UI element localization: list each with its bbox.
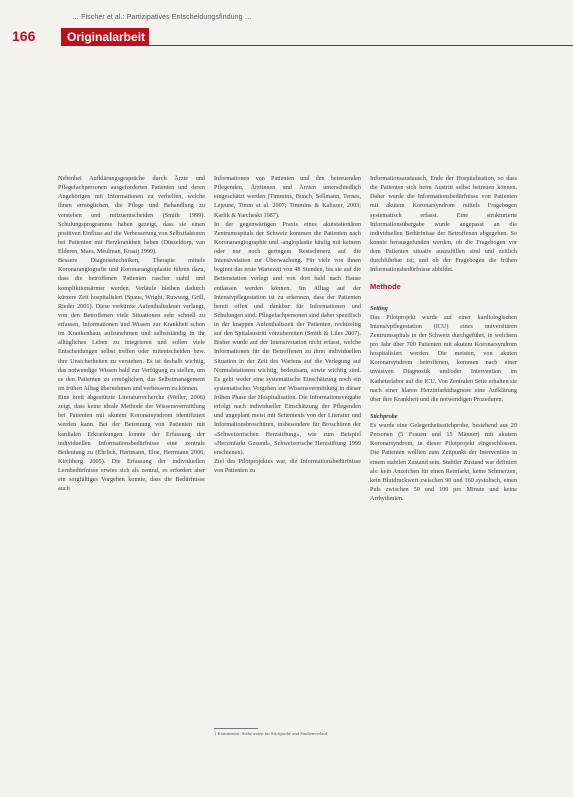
paragraph: Das Pilotprojekt wurde auf einer kardiologischen Intensivpflegestation (ICU) eines universitären Zentrumsspitals in der Schweiz durchgeführt, in welchem pro Jahr über 700 Patienten mit akutem Koronarsyndrom hospitalisiert werden. Die meisten, von akuten Koronarsyndrom betroffenen, kommen nach einer invasiven Diagnostik und/oder Intervention im Katheterlabor auf die ICU. Von Zentralen Seite erhalten sie nach einer klaren Herzinfarktdiagnose eine Aufklärung über ihre Krankheit und die notwendigen Prozeduren. (370, 313, 517, 403)
paragraph: Eine breit abgestützte Literaturrecherche (Weller, 2006) zeigt, dass keine ideale Methode der Wissensvermittlung bei Patienten mit akutem Koronarsyndrom identifiziert werden kann. Bei der Betreuung von Patienten mit kardialen Erkrankungen konnte der Erfassung der individuellen Informationsbedürfnisse eine zentrale Bedeutung zu (Ehrlich, Hartmann, Eloe, Herrmann 2006; Kirchberg 2005). Die Erfassung der individuellen Lernbedürfnisse erwies sich als zentral, es erfordert aber ein sorgfältiges Vorgehen konnte, dass die Bedürfnisse auch (58, 394, 205, 493)
paragraph: Nebenbei Aufklärungsgespräche durch Ärzte und Pflegefachpersonen ausgeforderten Patienten und deren Angehörigen mit Informationen zu verhelfen, welche ihnen ermöglichen, die Pflege und Behandlung zu verstehen und mitzuentscheiden (Smith 1999). Schulungsprogramme haben gezeigt, dass sie einen positiven Einfluss auf die Verbesserung von Selbstfaktoren bei Patienten mit Herzkrankheit haben (Düsseldorp, van Elderen, Maes, Meulman, Kraaij 1999). (58, 175, 205, 255)
subheading-stichprobe: Stichprobe (370, 412, 398, 420)
paragraph: Informationen von Patienten und den betreuenden Pflegenden, Ärztinnen und Ärzten unterschiedlich eingeschätzt werden (Timmins, Bunch, Sellmann, Ternes, Lejeune, Timm et al. 2007; Timmins & Kaliszer, 2003; Karlik & Yarcheski 1987). (214, 175, 361, 219)
text-column-1 (58, 174, 205, 786)
page-number: 166 (12, 28, 36, 44)
subheading-setting: Setting (370, 304, 388, 312)
paragraph: Es wurde eine Gelegenheitsstichprobe, bestehend aus 20 Personen (5 Frauen und 15 Männer) mit akutem Koronarsyndrom, in dieser Pilotprojekt eingeschlossen. Die Patienten wollten zum Zeitpunkt der Intervention in einem stabilen Zustand sein. Stabiler Zustand war definiert als: kein Anzeichen für einen Reinfarkt, keine Schmerzen, kein Blutdruckwert zwischen 90 und 160 systolisch, einen Puls zwischen 50 und 100 pro Minute und keine Arrhythmien. (370, 422, 517, 502)
section-heading-methode: Methode (370, 282, 401, 292)
paragraph: Bessere Diagnosetechniken, Therapie mittels Koronarangiografie und Koronarangioplastie führen dazu, dass die betroffenen Patienten rascher stabil und kompliktionsärmer werden. Verläufe bleiben dadurch kürzere Zeit hospitalisiert (Spaus, Wright, Ruwweg, Grill, Rieder 2001). Diese verkürzte Aufenthaltsdauer verlangt, von den Betroffenen viele Situationen sehr schnell zu erfassen, Informationen und Wissen zur Krankheit schon im Krankenhaus aufzunehmen und selbstständig in ihr alltägliches Leben zu integrieren und sollen viele Entscheidungen selbst treffen oder mitentscheiden bzw. ihre Unsicherheiten zu verstehen. Es ist deshalb wichtig, das notwendige Wissen bald zur Verfügung zu stellen, um es den Patienten zu ermöglichen, das Selbstmanagement im frühen Alltag übernehmen und verbessern zu können. (58, 257, 205, 392)
section-label: Originalarbeit (61, 28, 149, 46)
paragraph: Ziel des Pilotprojektes war, die Informationsbedürfnisse von Patienten zu (214, 457, 361, 474)
footnote: 1 Kommentar: Siehe unten für Stichprobe und Studienverlauf. (214, 731, 329, 736)
paragraph: Informationsaustausch, Ende der Hospitalisation, so dass die Patienten sich beim Austritt selbst betreuen können. Daher wurde die Informationsbedürfnisse von Patienten mit akutem Koronarsyndrom mittels Fragebogen systematisch erfasst. Eine strukturierte Informationsübergabe wurde angepasst an die individuellen Bedürfnisse der Betroffenen abgegeben. So konnte herausgefunden werden, ob die Fragebogen vor dem Patienten situativ auszufüllen sind und zeitlich durchführbar ist; und ob der Fragebogen die frühen Informationsbedürfnisse abbildet. (370, 175, 517, 274)
running-header: … Fischer et al.: Partizipatives Entscheidungsfindung … (72, 14, 252, 21)
header-rule (149, 45, 573, 46)
text-column-2 (214, 174, 361, 706)
footnote-rule (214, 728, 258, 729)
paragraph: In der gegenwärtigen Praxis eines akutstationären Zentrumsspitals der Schweiz kommen die Patienten nach Koronarangiographie und -angioplastie häufig mit keinem oder nur noch geringem Restschmerz auf die Intensivstation zur Überwachung. Für viele von ihnen beginnt das erste Wartezeit von 48 Stunden, bis sie auf die Bettenstation verlegt und von dort bald nach Hause entlassen werden können. Im Alltag auf der Intensivpflegestation ist zu erkennen, dass der Patienten bereit offen und dankbar für Informationen und Schulungen sind. Pflegefachpersonen sind daher spezifisch in der knappen Aufenthaltszeit der Patienten, rechtzeitig auf den Spitalaustritt vorzubereiten (Smith & Liles 2007). Bisher wurde auf der Intensivstation nicht erfasst, welche Informationen für die Betroffenen zu ihrer individuellen Situation in der Zeit des Wartens auf die Verlegung auf Normalstationen wichtig, bedeutsam, sowie wichtig sind. Es geht weder eine systematische Einschätzung noch ein systematisches Vorgehen zur Wissensvermittlung in dieser frühen Phase der Hospitalisation. Die Informationsvergabe erfolgt nach individueller Einschätzung der Pflegenden und ungeplant meist mit Seitentexts von der Literatur und Informationsbroschüren, insbesondere für Broschüren der «Schweizerischen Herzstiftung», wie zum Beispiel «Herzinfarkt Gesund», Schweizerische Herzstiftung 1999 erschienen). (214, 220, 361, 456)
text-column-3 (370, 174, 517, 786)
